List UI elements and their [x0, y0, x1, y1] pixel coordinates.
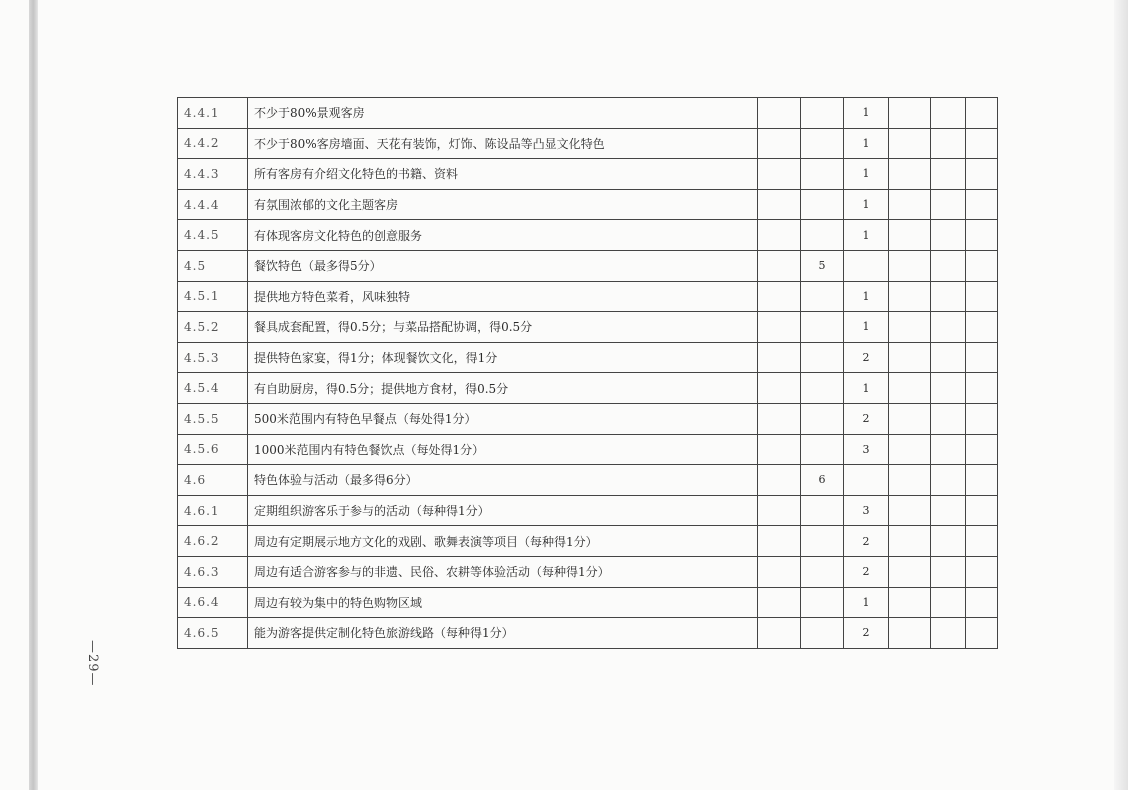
col-7: [931, 587, 966, 618]
col-6: [889, 250, 931, 281]
row-description: 周边有适合游客参与的非遗、民俗、农耕等体验活动（每种得1分）: [248, 556, 758, 587]
row-code: 4.6.5: [178, 618, 248, 649]
table-row: [178, 403, 998, 434]
item-score: 2: [844, 342, 889, 373]
col-3: [758, 373, 801, 404]
item-score: 1: [844, 159, 889, 190]
row-code: 4.4.4: [178, 189, 248, 220]
col-8: [966, 220, 998, 251]
row-description: 周边有较为集中的特色购物区域: [248, 587, 758, 618]
col-8: [966, 434, 998, 465]
col-3: [758, 618, 801, 649]
row-description: 有自助厨房，得0.5分；提供地方食材，得0.5分: [248, 373, 758, 404]
item-score: [844, 250, 889, 281]
row-code: 4.5.6: [178, 434, 248, 465]
col-7: [931, 159, 966, 190]
col-8: [966, 495, 998, 526]
row-code: 4.6.2: [178, 526, 248, 557]
item-score: 1: [844, 281, 889, 312]
col-7: [931, 312, 966, 343]
col-3: [758, 312, 801, 343]
col-3: [758, 98, 801, 129]
table-row: [178, 495, 998, 526]
col-8: [966, 342, 998, 373]
section-score: [801, 587, 844, 618]
col-6: [889, 373, 931, 404]
col-8: [966, 373, 998, 404]
row-code: 4.5.5: [178, 403, 248, 434]
row-description: 能为游客提供定制化特色旅游线路（每种得1分）: [248, 618, 758, 649]
col-7: [931, 342, 966, 373]
row-code: 4.4.5: [178, 220, 248, 251]
row-description: 不少于80%景观客房: [248, 98, 758, 129]
item-score: 1: [844, 373, 889, 404]
row-description: 定期组织游客乐于参与的活动（每种得1分）: [248, 495, 758, 526]
table-row: [178, 587, 998, 618]
col-3: [758, 495, 801, 526]
scan-edge-right: [1114, 0, 1128, 790]
section-score: [801, 556, 844, 587]
table-row: [178, 159, 998, 190]
col-7: [931, 434, 966, 465]
item-score: 1: [844, 220, 889, 251]
col-8: [966, 618, 998, 649]
table-row: [178, 281, 998, 312]
page-number: —29—: [85, 640, 100, 687]
col-3: [758, 587, 801, 618]
section-score: [801, 342, 844, 373]
col-6: [889, 312, 931, 343]
col-3: [758, 403, 801, 434]
col-8: [966, 312, 998, 343]
col-7: [931, 98, 966, 129]
item-score: 2: [844, 403, 889, 434]
col-7: [931, 495, 966, 526]
col-6: [889, 526, 931, 557]
row-code: 4.6.4: [178, 587, 248, 618]
item-score: [844, 465, 889, 496]
section-score: [801, 281, 844, 312]
row-code: 4.5: [178, 250, 248, 281]
col-7: [931, 403, 966, 434]
col-7: [931, 556, 966, 587]
table-row: [178, 189, 998, 220]
col-3: [758, 189, 801, 220]
table-row: [178, 342, 998, 373]
col-6: [889, 281, 931, 312]
row-code: 4.5.1: [178, 281, 248, 312]
row-code: 4.5.2: [178, 312, 248, 343]
item-score: 1: [844, 98, 889, 129]
row-description: 500米范围内有特色早餐点（每处得1分）: [248, 403, 758, 434]
col-8: [966, 526, 998, 557]
col-3: [758, 159, 801, 190]
col-8: [966, 128, 998, 159]
row-description: 有体现客房文化特色的创意服务: [248, 220, 758, 251]
col-6: [889, 618, 931, 649]
section-score: [801, 312, 844, 343]
col-3: [758, 434, 801, 465]
col-8: [966, 98, 998, 129]
item-score: 2: [844, 526, 889, 557]
row-code: 4.4.1: [178, 98, 248, 129]
col-8: [966, 587, 998, 618]
section-score: [801, 220, 844, 251]
col-7: [931, 373, 966, 404]
item-score: 2: [844, 556, 889, 587]
col-6: [889, 434, 931, 465]
col-3: [758, 220, 801, 251]
row-code: 4.6.3: [178, 556, 248, 587]
row-description: 提供地方特色菜肴，风味独特: [248, 281, 758, 312]
row-code: 4.4.2: [178, 128, 248, 159]
section-score: [801, 128, 844, 159]
col-8: [966, 281, 998, 312]
row-description: 提供特色家宴，得1分；体现餐饮文化，得1分: [248, 342, 758, 373]
row-description: 所有客房有介绍文化特色的书籍、资料: [248, 159, 758, 190]
section-score: [801, 434, 844, 465]
col-3: [758, 250, 801, 281]
col-6: [889, 495, 931, 526]
col-6: [889, 98, 931, 129]
row-code: 4.6: [178, 465, 248, 496]
scan-edge: [29, 0, 38, 790]
col-6: [889, 342, 931, 373]
section-score: [801, 373, 844, 404]
row-code: 4.5.4: [178, 373, 248, 404]
item-score: 1: [844, 189, 889, 220]
table-row: [178, 220, 998, 251]
col-6: [889, 220, 931, 251]
col-7: [931, 189, 966, 220]
col-7: [931, 128, 966, 159]
section-score: [801, 189, 844, 220]
item-score: 2: [844, 618, 889, 649]
section-score: [801, 526, 844, 557]
row-code: 4.4.3: [178, 159, 248, 190]
row-code: 4.6.1: [178, 495, 248, 526]
col-8: [966, 556, 998, 587]
table-row: [178, 556, 998, 587]
col-3: [758, 281, 801, 312]
table-row: [178, 98, 998, 129]
col-6: [889, 403, 931, 434]
item-score: 3: [844, 434, 889, 465]
item-score: 1: [844, 587, 889, 618]
section-score: [801, 495, 844, 526]
col-8: [966, 250, 998, 281]
section-score: 6: [801, 465, 844, 496]
scoring-table: [177, 97, 998, 649]
row-description: 特色体验与活动（最多得6分）: [248, 465, 758, 496]
table-row: [178, 250, 998, 281]
col-3: [758, 342, 801, 373]
col-3: [758, 465, 801, 496]
col-7: [931, 250, 966, 281]
col-6: [889, 128, 931, 159]
row-code: 4.5.3: [178, 342, 248, 373]
col-6: [889, 159, 931, 190]
table-row: [178, 312, 998, 343]
table-row: [178, 526, 998, 557]
row-description: 1000米范围内有特色餐饮点（每处得1分）: [248, 434, 758, 465]
col-8: [966, 403, 998, 434]
col-3: [758, 556, 801, 587]
col-3: [758, 128, 801, 159]
section-score: [801, 403, 844, 434]
col-7: [931, 526, 966, 557]
col-7: [931, 465, 966, 496]
col-6: [889, 556, 931, 587]
col-6: [889, 465, 931, 496]
row-description: 餐具成套配置，得0.5分；与菜品搭配协调，得0.5分: [248, 312, 758, 343]
item-score: 1: [844, 128, 889, 159]
section-score: 5: [801, 250, 844, 281]
item-score: 1: [844, 312, 889, 343]
col-7: [931, 281, 966, 312]
table-row: [178, 128, 998, 159]
section-score: [801, 98, 844, 129]
row-description: 餐饮特色（最多得5分）: [248, 250, 758, 281]
col-6: [889, 189, 931, 220]
table-row: [178, 618, 998, 649]
table-row: [178, 465, 998, 496]
col-8: [966, 465, 998, 496]
row-description: 周边有定期展示地方文化的戏剧、歌舞表演等项目（每种得1分）: [248, 526, 758, 557]
row-description: 有氛围浓郁的文化主题客房: [248, 189, 758, 220]
item-score: 3: [844, 495, 889, 526]
section-score: [801, 618, 844, 649]
col-7: [931, 220, 966, 251]
col-7: [931, 618, 966, 649]
section-score: [801, 159, 844, 190]
col-8: [966, 159, 998, 190]
row-description: 不少于80%客房墙面、天花有装饰，灯饰、陈设品等凸显文化特色: [248, 128, 758, 159]
col-6: [889, 587, 931, 618]
col-8: [966, 189, 998, 220]
col-3: [758, 526, 801, 557]
table-row: [178, 373, 998, 404]
table-row: [178, 434, 998, 465]
